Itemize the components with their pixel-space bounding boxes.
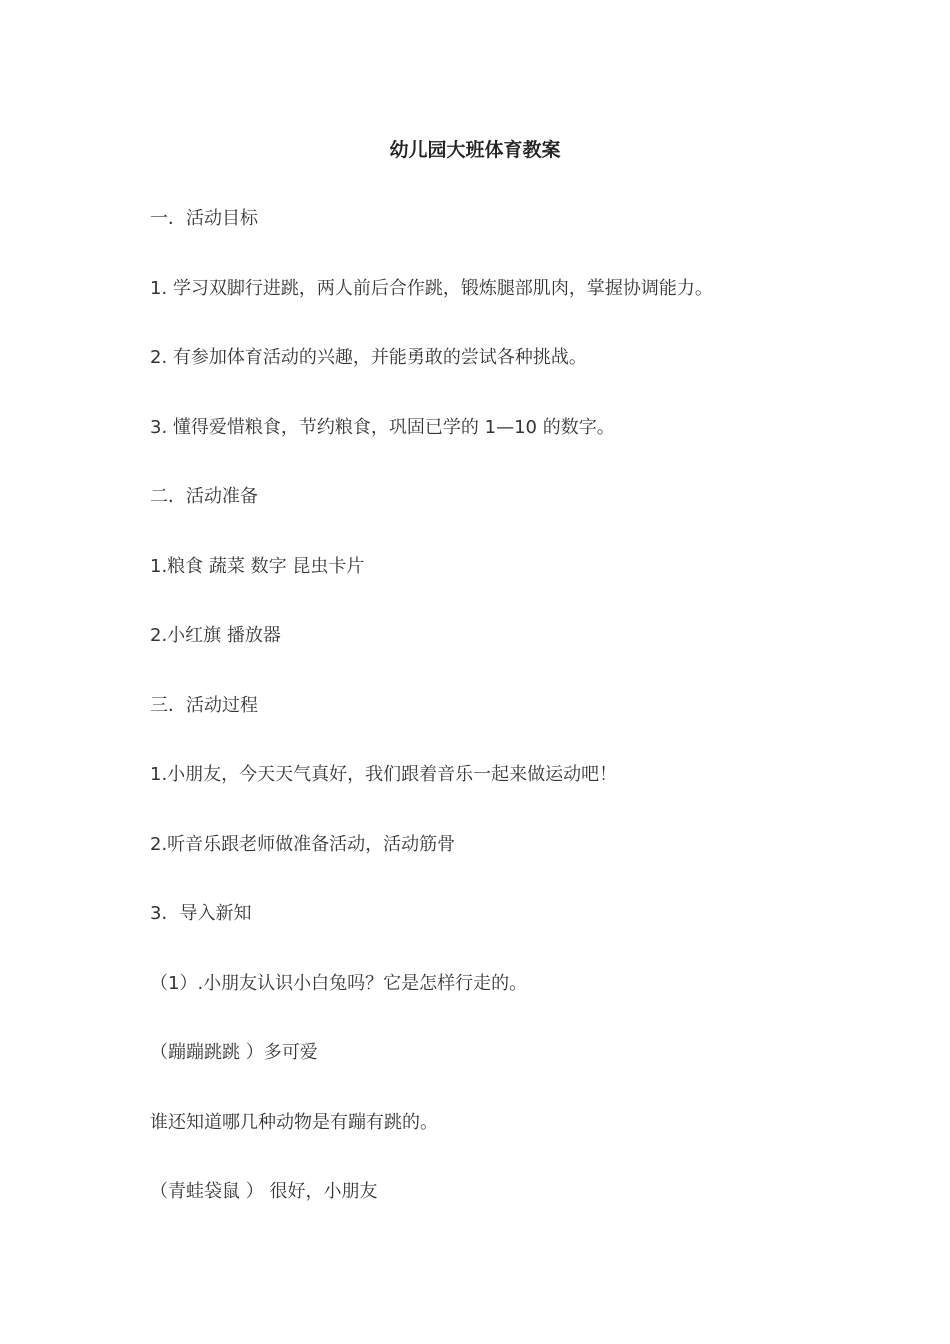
goal-item-1: 1. 学习双脚行进跳，两人前后合作跳，锻炼腿部肌肉，掌握协调能力。: [150, 278, 713, 299]
goal-item-3: 3. 懂得爱惜粮食，节约粮食，巩固已学的 1—10 的数字。: [150, 417, 615, 438]
process-question-2: 谁还知道哪几种动物是有蹦有跳的。: [150, 1112, 438, 1133]
preparation-item-2: 2.小红旗 播放器: [150, 625, 281, 646]
process-subitem-1: （1）.小朋友认识小白兔吗？它是怎样行走的。: [150, 973, 528, 994]
process-item-2: 2.听音乐跟老师做准备活动，活动筋骨: [150, 834, 456, 855]
process-answer-2: （青蛙袋鼠 ） 很好，小朋友: [150, 1181, 378, 1202]
section-heading-process: 三．活动过程: [150, 695, 258, 716]
section-heading-goals: 一．活动目标: [150, 208, 258, 229]
goal-item-2: 2. 有参加体育活动的兴趣，并能勇敢的尝试各种挑战。: [150, 347, 587, 368]
process-item-1: 1.小朋友，今天天气真好，我们跟着音乐一起来做运动吧！: [150, 764, 618, 785]
document-title: 幼儿园大班体育教案: [389, 139, 561, 161]
section-heading-preparation: 二．活动准备: [150, 486, 258, 507]
process-answer-1: （蹦蹦跳跳 ）多可爱: [150, 1042, 318, 1063]
process-item-3: 3．导入新知: [150, 903, 252, 924]
preparation-item-1: 1.粮食 蔬菜 数字 昆虫卡片: [150, 556, 365, 577]
